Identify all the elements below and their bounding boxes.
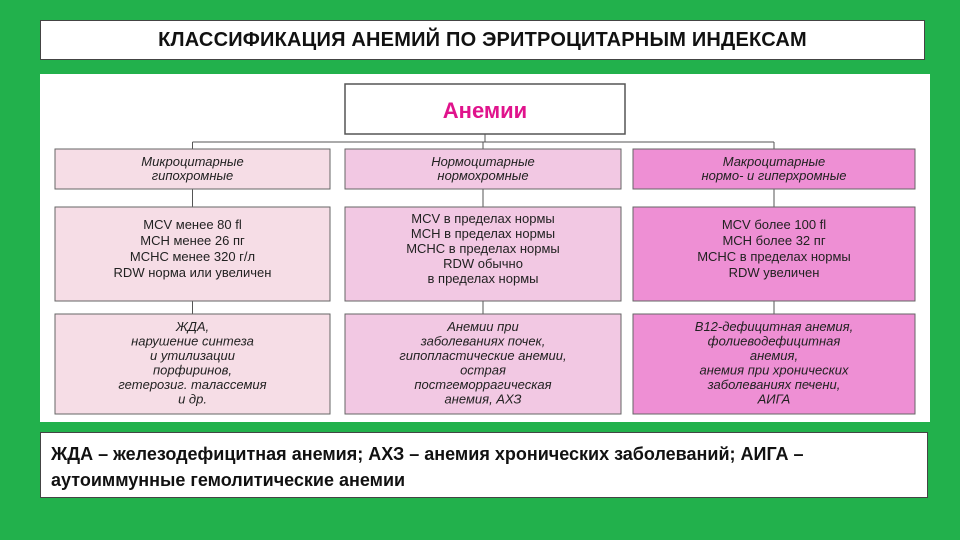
column-header-line: нормо- и гиперхромные <box>701 168 847 183</box>
indices-line: MCV менее 80 fl <box>143 217 242 232</box>
abbreviation-legend <box>40 432 928 498</box>
column-header-line: Макроцитарные <box>722 154 826 169</box>
indices-line: RDW норма или увеличен <box>113 265 272 280</box>
examples-line: и утилизации <box>150 348 235 363</box>
examples-line: и др. <box>178 391 207 407</box>
examples-line: B12-дефицитная анемия, <box>694 319 854 334</box>
examples-line: фолиеводефицитная <box>707 333 841 349</box>
examples-line: анемия при хронических <box>699 362 849 378</box>
indices-line: MCV более 100 fl <box>721 217 827 232</box>
abbreviation-legend-text: ЖДА – железодефицитная анемия; АХЗ – анемия хронических заболеваний; АИГА – аутоиммунные гемолитические анемии <box>51 444 804 490</box>
examples-line: нарушение синтеза <box>131 333 254 349</box>
indices-line: RDW обычно <box>443 256 523 271</box>
indices-line: MCHC менее 320 г/л <box>129 249 256 264</box>
indices-line: MCHC в пределах нормы <box>697 249 851 264</box>
examples-line: Анемии при <box>447 319 519 334</box>
examples-line: анемия, АХЗ <box>444 391 522 407</box>
indices-line: MCH более 32 пг <box>722 233 826 248</box>
indices-line: MCV в пределах нормы <box>411 211 555 226</box>
column-header-line: гипохромные <box>151 168 234 183</box>
diagram-canvas <box>40 74 930 422</box>
column-header-line: Нормоцитарные <box>431 154 535 169</box>
anemia-classification-diagram <box>40 74 930 422</box>
examples-line: острая <box>460 362 506 378</box>
indices-line: в пределах нормы <box>427 271 539 286</box>
slide-title: КЛАССИФИКАЦИЯ АНЕМИЙ ПО ЭРИТРОЦИТАРНЫМ ИНДЕКСАМ <box>158 28 807 51</box>
root-label: Анемии <box>442 98 528 123</box>
indices-line: MCH менее 26 пг <box>140 233 245 248</box>
examples-line: АИГА <box>757 391 791 407</box>
examples-line: гипопластические анемии, <box>399 348 567 363</box>
indices-line: MCH в пределах нормы <box>410 226 556 241</box>
column-header-line: нормохромные <box>437 168 529 183</box>
examples-line: порфиринов, <box>153 362 232 378</box>
examples-line: гетерозиг. талассемия <box>118 377 267 392</box>
examples-line: заболеваниях печени, <box>707 377 841 392</box>
examples-line: анемия, <box>749 348 799 363</box>
indices-line: MCHC в пределах нормы <box>406 241 560 256</box>
examples-line: ЖДА, <box>175 319 210 334</box>
slide-title-box <box>40 20 925 60</box>
examples-line: постгеморрагическая <box>414 377 552 392</box>
examples-line: заболеваниях почек, <box>420 333 546 349</box>
indices-line: RDW увеличен <box>728 265 820 280</box>
column-header-line: Микроцитарные <box>141 154 244 169</box>
